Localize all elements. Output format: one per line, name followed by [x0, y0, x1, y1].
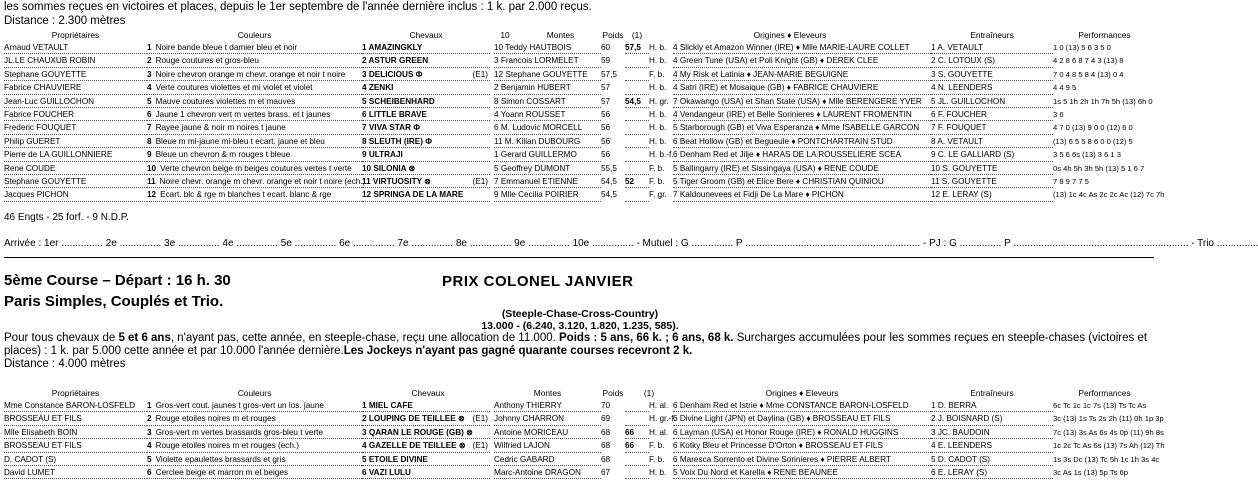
- race4-conditions-line: les sommes reçues en victoires et places, depuis le 1er septembre de l'année dernière inclus : 1 k. par 2.000 reçus.: [4, 1, 592, 13]
- horse-name: 1 MIEL CAFE: [362, 401, 413, 410]
- race5-cond-f: Les Jockeys n'ayant pas gagné quarante courses recevront 2 k.: [343, 345, 693, 357]
- horse-name: 3 QARAN LE ROUGE (GB) ⊗: [362, 427, 474, 437]
- runner-row: [4, 453, 1160, 466]
- handicap-cell: [625, 148, 649, 161]
- jockey-cell: 9 Mlle Cecilia POIRIER: [494, 188, 601, 201]
- weight-cell: 70: [601, 401, 611, 410]
- race5-prize: 13.000 - (6.240, 3.120, 1.820, 1.235, 585).: [481, 320, 679, 332]
- sex-coat-cell: H. b.-f.: [649, 150, 674, 160]
- column-header: Chevaux: [411, 388, 445, 398]
- race5-bet-types: Paris Simples, Couplés et Trio.: [4, 293, 224, 310]
- colors-cell: [147, 54, 362, 67]
- handicap-cell: 54,5: [625, 95, 649, 108]
- jockey-cell: 8 Simon COSSART: [494, 95, 601, 108]
- sex-coat-cell: H. b.: [649, 123, 667, 133]
- trainer-cell: 8 A. VETAULT: [931, 135, 1053, 148]
- weight-cell: 67: [601, 467, 611, 477]
- trainer-cell: 3 S. GOUYETTE: [931, 68, 1053, 81]
- saddle-number: 4: [147, 83, 152, 93]
- saddle-number: 10: [147, 163, 157, 173]
- performances-cell: 4 4 9 5: [1053, 83, 1077, 93]
- colors-cell: [147, 95, 362, 108]
- runner-row: [4, 175, 1156, 188]
- colors-cell: [147, 68, 362, 81]
- colors-text: Noire chevron orange m chevr. orange et noir t noire: [155, 69, 346, 79]
- horse-cell: [362, 121, 490, 134]
- saddle-number: 1: [147, 43, 152, 52]
- handicap-cell: [625, 68, 649, 81]
- horse-cell: [362, 466, 490, 479]
- origins-cell: 6 Kotky Bleu et Princesse D'Orton ♦ BROSSEAU ET FILS: [673, 439, 931, 452]
- colors-cell: [147, 121, 362, 134]
- column-header: Origines ♦ Eleveurs: [765, 388, 839, 398]
- horse-name: 2 ASTUR GREEN: [362, 56, 429, 66]
- sex-coat-cell: H. al.: [649, 427, 669, 437]
- horse-cell: [362, 81, 490, 94]
- trainer-cell: 10 S. GOUYETTE: [931, 162, 1053, 175]
- colors-cell: [147, 108, 362, 121]
- jockey-cell: 2 Benjamin HUBERT: [494, 81, 601, 94]
- saddle-number: 1: [147, 401, 152, 410]
- column-header: Entraîneurs: [970, 388, 1014, 398]
- colors-text: Verte chevron beige m beiges coutures vertes t verte: [160, 163, 352, 173]
- race5-name: PRIX COLONEL JANVIER: [442, 273, 634, 290]
- colors-text: Cerclee beige et marron m et beiges: [155, 467, 288, 477]
- trainer-cell: 11 S. GOUYETTE: [931, 175, 1053, 188]
- owner-cell: Rene COUDE: [4, 162, 147, 175]
- origins-cell: 7 Okawango (USA) et Shan State (USA) ♦ Mlle BERENGERE YVER: [673, 95, 931, 108]
- sex-coat-cell: H. b.: [649, 136, 667, 146]
- performances-cell: (13) 1c 4c As 2c 2c Ac (12) 7c 7h: [1053, 190, 1165, 200]
- weight-cell: 69: [601, 414, 611, 424]
- sex-coat-cell: F. b.: [649, 163, 665, 173]
- owner-cell: BROSSEAU ET FILS: [4, 412, 147, 425]
- owner-cell: Mlle Elisabeth BOIN: [4, 426, 147, 439]
- horse-name: 1 AMAZINGKLY: [362, 43, 423, 52]
- weight-cell: 68: [601, 454, 611, 464]
- coupling-mark: (E1): [472, 414, 488, 424]
- origins-cell: 4 Green Tune (USA) et Poli Knight (GB) ♦ DEREK CLEE: [673, 54, 931, 67]
- horse-name: 11 VIRTUOSITY ⊗: [362, 176, 432, 186]
- race4-intro: [4, 0, 1154, 28]
- column-header: (1): [631, 30, 643, 40]
- performances-cell: 1 0 (13) 5 6 3 5 0: [1053, 43, 1111, 52]
- origins-cell: 5 Starborough (GB) et Viva Esperanza ♦ Mme ISABELLE GARCON: [673, 121, 931, 134]
- horse-cell: [362, 135, 490, 148]
- handicap-cell: [625, 466, 649, 479]
- origins-cell: 5 Tiger Groom (GB) et Elice Bere ♦ CHRISTIAN QUINIOU: [673, 175, 931, 188]
- horse-cell: [362, 175, 490, 188]
- weight-cell: 56: [601, 136, 611, 146]
- horse-name: 5 ETOILE DIVINE: [362, 454, 428, 464]
- handicap-cell: 52: [625, 175, 649, 188]
- colors-text: Violette epaulettes brassards et gris: [155, 454, 286, 464]
- jockey-cell: Antoine MORICEAU: [494, 426, 601, 439]
- handicap-cell: [625, 453, 649, 466]
- owner-cell: David LUMET: [4, 466, 147, 479]
- saddle-number: 11: [147, 176, 156, 186]
- performances-cell: 3c (13) 1s Ts 2s 2h (11) 0h 1p 3p: [1053, 414, 1164, 424]
- race5-distance: Distance : 4.000 mètres: [4, 358, 126, 370]
- sex-coat-cell: H. b.: [649, 109, 667, 119]
- saddle-number: 7: [147, 123, 152, 133]
- origins-cell: 7 Kaldounevees et Fidji De La Mare ♦ PICHON: [673, 188, 931, 201]
- colors-cell: [147, 41, 362, 54]
- jockey-cell: 7 Emmanuel ETIENNE: [494, 175, 601, 188]
- race5-cond-a: Pour tous chevaux de: [4, 332, 119, 344]
- sex-coat-cell: F. b.: [649, 441, 665, 451]
- colors-text: Mauve coutures violettes m et mauves: [155, 96, 296, 106]
- saddle-number: 12: [147, 190, 157, 200]
- colors-text: Jaune 1 chevron vert m vertes brass. et t jaunes: [155, 109, 331, 119]
- weight-cell: 60: [601, 43, 611, 52]
- handicap-cell: [625, 399, 649, 412]
- performances-cell: 3 5 6 6s (13) 3 6 1 3: [1053, 150, 1121, 160]
- weight-cell: 68: [601, 427, 611, 437]
- weight-cell: 56: [601, 150, 611, 160]
- saddle-number: 6: [147, 467, 152, 477]
- colors-cell: [147, 162, 362, 175]
- sex-coat-cell: F. b.: [649, 69, 665, 79]
- race5-number: 5: [4, 272, 13, 289]
- sex-coat-cell: H. gr.: [649, 96, 669, 106]
- handicap-cell: [625, 108, 649, 121]
- trainer-cell: 5 D. CADOT (S): [931, 453, 1053, 466]
- owner-cell: Pierre de LA GUILLONNIERE: [4, 148, 147, 161]
- trainer-cell: 12 E. LERAY (S): [931, 188, 1053, 201]
- runner-row: [4, 54, 1156, 67]
- sex-coat-cell: F. gr.: [649, 190, 667, 200]
- sex-coat-cell: F. b.: [649, 176, 665, 186]
- sex-coat-cell: H. b.: [649, 83, 667, 93]
- column-header: Chevaux: [409, 30, 443, 40]
- column-header: Montes: [533, 388, 562, 398]
- runner-row: [4, 68, 1156, 81]
- jockey-cell: 11 M. Kilian DUBOURG: [494, 135, 601, 148]
- race4-distance: Distance : 2.300 mètres: [4, 15, 126, 27]
- horse-name: 5 SCHEIBENHARD: [362, 96, 435, 106]
- horse-name: 4 ZENKI: [362, 83, 394, 93]
- jockey-cell: Johnny CHARRON: [494, 412, 601, 425]
- colors-cell: [147, 426, 362, 439]
- origins-cell: 4 Slickly et Amazon Winner (IRE) ♦ Mlle MARIE-LAURE COLLET: [673, 41, 931, 54]
- weight-cell: 57: [601, 83, 611, 93]
- horse-name: 4 GAZELLE DE TEILLEE ⊗: [362, 441, 466, 451]
- performances-cell: 6c Tc 1c 1c 7s (13) Ts Tc As: [1053, 401, 1147, 410]
- jockey-cell: Anthony THIERRY: [494, 399, 601, 412]
- colors-text: Rouge etoiles noires m et rouges (ech.): [155, 441, 299, 451]
- owner-cell: JL.LE CHAUXUB ROBIN: [4, 54, 147, 67]
- colors-text: Gros-vert cout. jaunes t gros-vert un los. jaune: [155, 401, 324, 410]
- runner-row: [4, 188, 1165, 201]
- origins-cell: 4 Satri (IRE) et Mosaique (GB) ♦ FABRICE CHAUVIERE: [673, 81, 931, 94]
- saddle-number: 6: [147, 109, 152, 119]
- horse-cell: [362, 426, 490, 439]
- saddle-number: 5: [147, 96, 152, 106]
- saddle-number: 4: [147, 441, 152, 451]
- runner-row: [4, 121, 1156, 134]
- runner-row: [4, 148, 1156, 161]
- performances-cell: 7 8 9 7 7 5: [1053, 176, 1089, 186]
- handicap-cell: [625, 54, 649, 67]
- race5-cond-d: Poids : 5 ans, 66 k. ; 6 ans, 68 k.: [559, 332, 734, 344]
- sex-coat-cell: H. b.: [649, 43, 667, 52]
- horse-cell: [362, 108, 490, 121]
- column-header: Couleurs: [237, 30, 272, 40]
- race5-type: (Steeple-Chase-Cross-Country): [501, 308, 659, 320]
- jockey-cell: 10 Teddy HAUTBOIS: [494, 41, 601, 54]
- origins-cell: 6 Denham Red et Istrie ♦ Mme CONSTANCE BARON-LOSFELD: [673, 399, 931, 412]
- owner-cell: Stephane GOUYETTE: [4, 175, 147, 188]
- runner-row: [4, 162, 1156, 175]
- colors-text: Noire chevr. orange m chevr. orange et noir t noire (ech.): [159, 176, 366, 186]
- handicap-cell: [625, 188, 649, 201]
- column-header: 10: [500, 30, 510, 40]
- runner-row: [4, 426, 1164, 439]
- race4-runners-table: [4, 30, 1165, 202]
- jockey-cell: 4 Yoann ROUSSET: [494, 108, 601, 121]
- saddle-number: 2: [147, 56, 152, 66]
- sex-coat-cell: F. b.: [649, 454, 665, 464]
- colors-cell: [147, 175, 366, 188]
- sex-coat-cell: H. gr.-f.: [649, 414, 676, 424]
- colors-text: Ecart. blc & rge m blanches t ecart. blanc & rge: [160, 190, 332, 200]
- origins-cell: 6 Layman (USA) et Honor Rouge (IRE) ♦ RONALD HUGGINS: [673, 426, 931, 439]
- weight-cell: 54,5: [601, 176, 617, 186]
- column-header: (1): [643, 388, 655, 398]
- trainer-cell: 2 C. LOTOUX (S): [931, 54, 1053, 67]
- column-header: Poids: [602, 388, 624, 398]
- colors-text: Rayee jaune & noir m noires t jaune: [155, 123, 286, 133]
- performances-cell: 7c (13) 3s As 6s 4s 0p (11) 9h 8s: [1053, 427, 1164, 437]
- colors-text: Bleue m mi-jaune mi-bleu t ecart. jaune et bleu: [155, 136, 325, 146]
- column-header: Performances: [1078, 388, 1131, 398]
- colors-cell: [147, 412, 362, 425]
- horse-cell: [362, 68, 490, 81]
- horse-name: 6 VAZI LULU: [362, 467, 411, 477]
- jockey-cell: 3 Francois LORMELET: [494, 54, 601, 67]
- weight-cell: 56: [601, 123, 611, 133]
- horse-cell: [362, 41, 490, 54]
- runner-row: [4, 399, 1156, 412]
- performances-cell: (13) 6 5 5 8 6 0 0 (12) 5: [1053, 136, 1133, 146]
- owner-cell: Mme Constance BARON-LOSFELD: [4, 399, 147, 412]
- handicap-cell: [625, 121, 649, 134]
- jockey-cell: Cedric GABARD: [494, 453, 601, 466]
- weight-cell: 54,5: [601, 190, 617, 200]
- race5-conditions: [4, 332, 1154, 371]
- coupling-mark: (E1): [472, 176, 488, 186]
- trainer-cell: 9 C. LE GALLIARD (S): [931, 148, 1053, 161]
- race5-cond-b: 5 et 6 ans: [118, 332, 171, 344]
- jockey-cell: 12 Stephane GOUYETTE: [494, 68, 601, 81]
- column-header: Propriétaires: [51, 388, 100, 398]
- colors-cell: [147, 466, 362, 479]
- colors-text: Bleue un chevron & m rouges t bleue: [155, 150, 291, 160]
- horse-cell: [362, 162, 490, 175]
- runner-row: [4, 81, 1156, 94]
- performances-cell: 1s 5 1h 2h 1h 7h 5h (13) 6h 0: [1053, 96, 1153, 106]
- performances-cell: 7 0 4 8 5 8 4 (13) 0 4: [1053, 69, 1124, 79]
- colors-text: Rouge etoiles noires m et rouges: [155, 414, 276, 424]
- handicap-cell: [625, 162, 649, 175]
- trainer-cell: 4 E. LEENDERS: [931, 439, 1053, 452]
- horse-cell: [362, 54, 490, 67]
- column-header: Entraîneurs: [970, 30, 1014, 40]
- horse-cell: [362, 439, 490, 452]
- origins-cell: 6 Divine Light (JPN) et Daylina (GB) ♦ BROSSEAU ET FILS: [673, 412, 931, 425]
- column-header: Montes: [546, 30, 575, 40]
- horse-name: 6 LITTLE BRAVE: [362, 109, 427, 119]
- trainer-cell: 1 D. BERRA: [931, 399, 1053, 412]
- horse-name: 8 SLEUTH (IRE) Φ: [362, 136, 432, 146]
- performances-cell: 4 7 0 (13) 9 0 0 (12) 6 0: [1053, 123, 1133, 133]
- race5-cond-c: , n'ayant pas, cette année, en steeple-chase, reçu une allocation de 11.000.: [170, 332, 560, 344]
- jockey-cell: 1 Gerard GUILLERMO: [494, 148, 601, 161]
- origins-cell: 4 My Risk et Latinia ♦ JEAN-MARIE BEGUIGNE: [673, 68, 931, 81]
- race5-runners-table: [4, 388, 1165, 479]
- colors-cell: [147, 135, 362, 148]
- horse-cell: [362, 412, 490, 425]
- performances-cell: 0s 4h 5h 3h 5h (13) 5 1 6 7: [1053, 163, 1145, 173]
- handicap-cell: [625, 412, 649, 425]
- performances-cell: 4 2 8 6 8 7 4 3 (13) 8: [1053, 56, 1124, 66]
- runner-row: [4, 439, 1165, 452]
- horse-name: 9 ULTRAJI: [362, 150, 403, 160]
- column-header: Poids: [602, 30, 624, 40]
- trainer-cell: 4 N. LEENDERS: [931, 81, 1053, 94]
- trainer-cell: 3 JC. BAUDOIN: [931, 426, 1053, 439]
- weight-cell: 68: [601, 441, 611, 451]
- handicap-cell: 57,5: [625, 41, 649, 54]
- saddle-number: 8: [147, 136, 152, 146]
- colors-cell: [147, 439, 362, 452]
- handicap-cell: [625, 135, 649, 148]
- colors-cell: [147, 188, 362, 201]
- performances-cell: 3c As 1s (13) 5p Ts 6p: [1053, 467, 1128, 477]
- trainer-cell: 1 A. VETAULT: [931, 41, 1053, 54]
- column-header: Propriétaires: [51, 30, 100, 40]
- weight-cell: 57: [601, 96, 611, 106]
- column-header: Couleurs: [237, 388, 272, 398]
- trainer-cell: 6 F. FOUCHER: [931, 108, 1053, 121]
- owner-cell: BROSSEAU ET FILS: [4, 439, 147, 452]
- horse-name: 2 LOUPING DE TEILLEE ⊗: [362, 414, 465, 424]
- weight-cell: 57,5: [601, 69, 617, 79]
- owner-cell: Jacques PICHON: [4, 188, 147, 201]
- horse-cell: [362, 453, 490, 466]
- origins-cell: 4 Vendangeur (IRE) et Belle Sorinieres ♦ LAURENT FROMENTIN: [673, 108, 931, 121]
- table-header: [4, 30, 1156, 41]
- colors-cell: [147, 148, 362, 161]
- owner-cell: Fabrice CHAUVIERE: [4, 81, 147, 94]
- performances-cell: 1c 2c Tc As 6s (13) 7s Ah (12) Th: [1053, 441, 1165, 451]
- handicap-cell: [625, 81, 649, 94]
- origins-cell: 6 Denham Red et Jilje ♦ HARAS DE LA ROUSSELIERE SCEA: [673, 148, 931, 161]
- coupling-mark: (E1): [472, 69, 488, 79]
- sex-coat-cell: H. b.: [649, 467, 667, 477]
- horse-cell: [362, 188, 490, 201]
- owner-cell: Jean-Luc GUILLOCHON: [4, 95, 147, 108]
- runner-row: [4, 412, 1164, 425]
- colors-cell: [147, 81, 362, 94]
- runner-row: [4, 41, 1156, 54]
- owner-cell: D. CADOT (S): [4, 453, 147, 466]
- colors-text: Rouge coutures et gros-bleu: [155, 56, 259, 66]
- handicap-cell: 66: [625, 439, 649, 452]
- colors-text: Gros-vert m vertes brassards gros-bleu t verte: [155, 427, 324, 437]
- trainer-cell: 5 JL. GUILLOCHON: [931, 95, 1053, 108]
- race5-title-text: ème Course – Départ : 16 h. 30: [12, 272, 231, 289]
- jockey-cell: 6 M. Ludovic MORCELL: [494, 121, 601, 134]
- runner-row: [4, 95, 1156, 108]
- trainer-cell: 2 J. BOISNARD (S): [931, 412, 1053, 425]
- origins-cell: 5 Voix Du Nord et Karella ♦ RENE BEAUNEE: [673, 466, 931, 479]
- column-header: Origines ♦ Eleveurs: [753, 30, 827, 40]
- sex-coat-cell: H. b.: [649, 56, 667, 66]
- saddle-number: 3: [147, 69, 152, 79]
- colors-cell: [147, 453, 362, 466]
- trainer-cell: 7 F. FOUQUET: [931, 121, 1053, 134]
- horse-cell: [362, 399, 490, 412]
- colors-text: Noire bande bleue t damier bleu et noir: [155, 43, 298, 52]
- race5-title: [4, 272, 231, 289]
- owner-cell: Frederic FOUQUET: [4, 121, 147, 134]
- horse-cell: [362, 95, 490, 108]
- performances-cell: 3 6: [1053, 109, 1064, 119]
- runner-row: [4, 108, 1156, 121]
- race4-engagements: 46 Engts - 25 forf. - 9 N.D.P.: [4, 212, 129, 223]
- horse-name: 3 DELICIOUS Φ: [362, 69, 423, 79]
- jockey-cell: Wilfried LAJON: [494, 439, 601, 452]
- weight-cell: 56: [601, 109, 611, 119]
- jockey-cell: Marc-Antoine DRAGON: [494, 466, 601, 479]
- column-header: Performances: [1078, 30, 1131, 40]
- race5-cond-e: Surcharges accumulées pour les sommes reçues en steeple-chases (victoires et places) : 1 k. par 5.000 cette année et par 10.000 l'année dernière.: [4, 332, 1148, 357]
- saddle-number: 9: [147, 150, 152, 160]
- saddle-number: 5: [147, 454, 152, 464]
- handicap-cell: 66: [625, 426, 649, 439]
- race4-arrivee-line: Arrivée : 1er ............... 2e ............... 3e ............... 4e ............... 5e ............... 6e ............... 7e ............... 8e ............... 9e ............... 10e ............... - Mutuel : G ............... P ............................................................... - PJ : G ............... P ............................................................... - Trio ...............: [4, 238, 1154, 258]
- weight-cell: 55,5: [601, 163, 617, 173]
- table-header: [4, 388, 1156, 399]
- runner-row: [4, 135, 1156, 148]
- colors-cell: [147, 399, 362, 412]
- owner-cell: Fabrice FOUCHER: [4, 108, 147, 121]
- colors-text: Verte coutures violettes et mi violet et violet: [155, 83, 313, 93]
- horse-name: 7 VIVA STAR Φ: [362, 123, 420, 133]
- trainer-cell: 6 E. LERAY (S): [931, 466, 1053, 479]
- horse-name: 12 SPRINGA DE LA MARE: [362, 190, 464, 200]
- owner-cell: Philip GUERET: [4, 135, 147, 148]
- origins-cell: 5 Ballingarry (IRE) et Sissingaya (USA) ♦ RENE COUDE: [673, 162, 931, 175]
- weight-cell: 59: [601, 56, 611, 66]
- saddle-number: 2: [147, 414, 152, 424]
- origins-cell: 6 Maresca Sorrento et Divine Sorinieres ♦ PIERRE ALBERT: [673, 453, 931, 466]
- origins-cell: 6 Beat Hollow (GB) et Begueule ♦ PONTCHARTRAIN STUD: [673, 135, 931, 148]
- owner-cell: Stephane GOUYETTE: [4, 68, 147, 81]
- horse-cell: [362, 148, 490, 161]
- owner-cell: Arnaud VETAULT: [4, 41, 147, 54]
- sex-coat-cell: H. al.: [649, 401, 669, 410]
- coupling-mark: (E1): [472, 441, 488, 451]
- jockey-cell: 5 Geoffrey DUMONT: [494, 162, 601, 175]
- saddle-number: 3: [147, 427, 152, 437]
- runner-row: [4, 466, 1156, 479]
- performances-cell: 1s 3s Dc (13) Tc 5h 1c 1h 3s 4c: [1053, 454, 1160, 464]
- horse-name: 10 SILONIA ⊗: [362, 163, 416, 173]
